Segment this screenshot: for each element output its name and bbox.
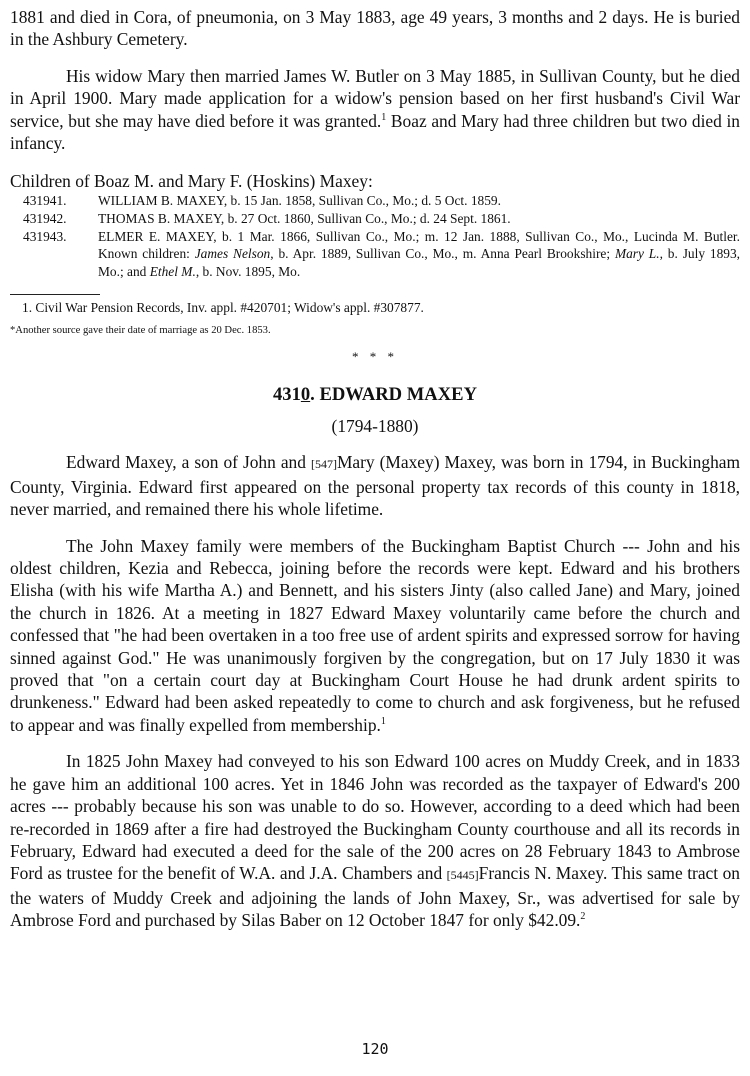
children-heading: Children of Boaz M. and Mary F. (Hoskins) Maxey: — [10, 171, 373, 192]
child-text: ELMER E. MAXEY, b. 1 Mar. 1866, Sullivan Co., Mo.; m. 12 Jan. 1888, Sullivan Co., Mo., Lucinda M. Butler. Known children: — [98, 228, 740, 262]
person-ref: [5445] — [446, 868, 479, 883]
child-number: 431941. — [23, 193, 67, 209]
child-text: , b. July 1893, Mo.; and — [98, 246, 741, 279]
person-ref: [547] — [310, 457, 337, 472]
child-entry — [10, 210, 740, 228]
title-underlined-digit: 0 — [300, 384, 311, 406]
child-entry — [10, 192, 740, 210]
footnote-star: *Another source gave their date of marriage as 20 Dec. 1853. — [10, 325, 271, 337]
paragraph-text: In 1825 John Maxey had conveyed to his son Edward 100 acres on Muddy Creek, and in 1833 he gave him an additional 100 acres. Yet in 1846 John was recorded as the taxpayer of Edward's 200 acres --- probably because his son was unable to do so. However, according to a deed which had been re-recorded in 1869 after a fire had destroyed the Buckingham County courthouse and all its records in February, Edward had executed a deed for the sale of the 200 acres on 28 February 1843 to Ambrose Ford as trustee for the benefit of W.A. and J.A. Chambers and — [10, 751, 740, 884]
child-name: James Nelson — [194, 246, 271, 262]
footnote-ref: 1 — [380, 716, 386, 728]
paragraph-widow — [10, 65, 740, 155]
paragraph-text: The John Maxey family were members of the Buckingham Baptist Church --- John and his oldest children, Kezia and Rebecca, joining before the records were kept. Edward and his brothers Elisha (with his wife Martha A.) and Bennett, and his sisters Jinty (also called Jane) and Mary, joined the church in 1826. At a meeting in 1827 Edward Maxey voluntarily came before the church and confessed that "he had been overtaken in a too free use of ardent spirits and expressed sorrow for having sinned against God." He was unanimously forgiven by the congregation, but on 17 July 1830 it was proved that "on a certain court day at Buckingham Court House he had drunk ardent spirits to drunkeness." Edward had been asked repeatedly to come to church and ask forgiveness, but he refused to appear and was finally expelled from membership. — [10, 535, 740, 735]
page-number: 120 — [361, 1040, 389, 1058]
paragraph-church — [10, 535, 740, 737]
child-text: WILLIAM B. MAXEY, b. 15 Jan. 1858, Sullivan Co., Mo.; d. 5 Oct. 1859. — [98, 193, 501, 209]
title-part: 431 — [272, 384, 301, 406]
section-title — [10, 383, 740, 407]
child-text: THOMAS B. MAXEY, b. 27 Oct. 1860, Sullivan Co., Mo.; d. 24 Sept. 1861. — [98, 211, 511, 227]
child-text: , b. Apr. 1889, Sullivan Co., Mo., m. Anna Pearl Brookshire; — [270, 246, 615, 262]
child-number: 431943. — [23, 228, 67, 244]
footnote-divider — [10, 294, 100, 295]
footnote-ref: 1 — [381, 111, 387, 123]
paragraph-widow-end: Boaz and Mary had three children but two died in infancy. — [10, 110, 740, 154]
paragraph-widow-text: His widow Mary then married James W. Butler on 3 May 1885, in Sullivan County, but he died in April 1900. Mary made application for a widow's pension based on her first husband's Civil War service, but she may have died before it was granted. — [10, 65, 740, 131]
paragraph-text: Francis N. Maxey. This same tract on the waters of Muddy Creek and adjoining the lands of John Maxey, Sr., was advertised for sale by Ambrose Ford and purchased by Silas Baber on 12 October 1847 for only $42.09. — [10, 863, 740, 931]
section-dates: (1794-1880) — [331, 416, 419, 437]
document-page — [10, 6, 740, 932]
paragraph-land — [10, 750, 740, 931]
title-part: . EDWARD MAXEY — [310, 384, 477, 406]
footnote-ref: 2 — [580, 911, 586, 923]
child-name: Ethel M. — [149, 263, 196, 279]
child-text: , b. Nov. 1895, Mo. — [195, 263, 301, 279]
children-list — [10, 192, 740, 280]
child-entry — [10, 228, 740, 281]
footnote-1: 1. Civil War Pension Records, Inv. appl. #420701; Widow's appl. #307877. — [22, 300, 424, 316]
child-name: Mary L. — [614, 246, 660, 262]
paragraph-continued: 1881 and died in Cora, of pneumonia, on 3 May 1883, age 49 years, 3 months and 2 days. He is buried in the Ashbury Cemetery. — [10, 7, 740, 50]
section-separator: * * * — [352, 349, 398, 365]
paragraph-edward-birth — [10, 451, 740, 520]
paragraph-text: Mary (Maxey) Maxey, was born in 1794, in Buckingham County, Virginia. Edward first appeared on the personal property tax records of this county in 1818, never married, and remained there his whole lifetime. — [10, 452, 741, 520]
child-number: 431942. — [23, 211, 67, 227]
paragraph-text: Edward Maxey, a son of John and — [66, 452, 311, 473]
